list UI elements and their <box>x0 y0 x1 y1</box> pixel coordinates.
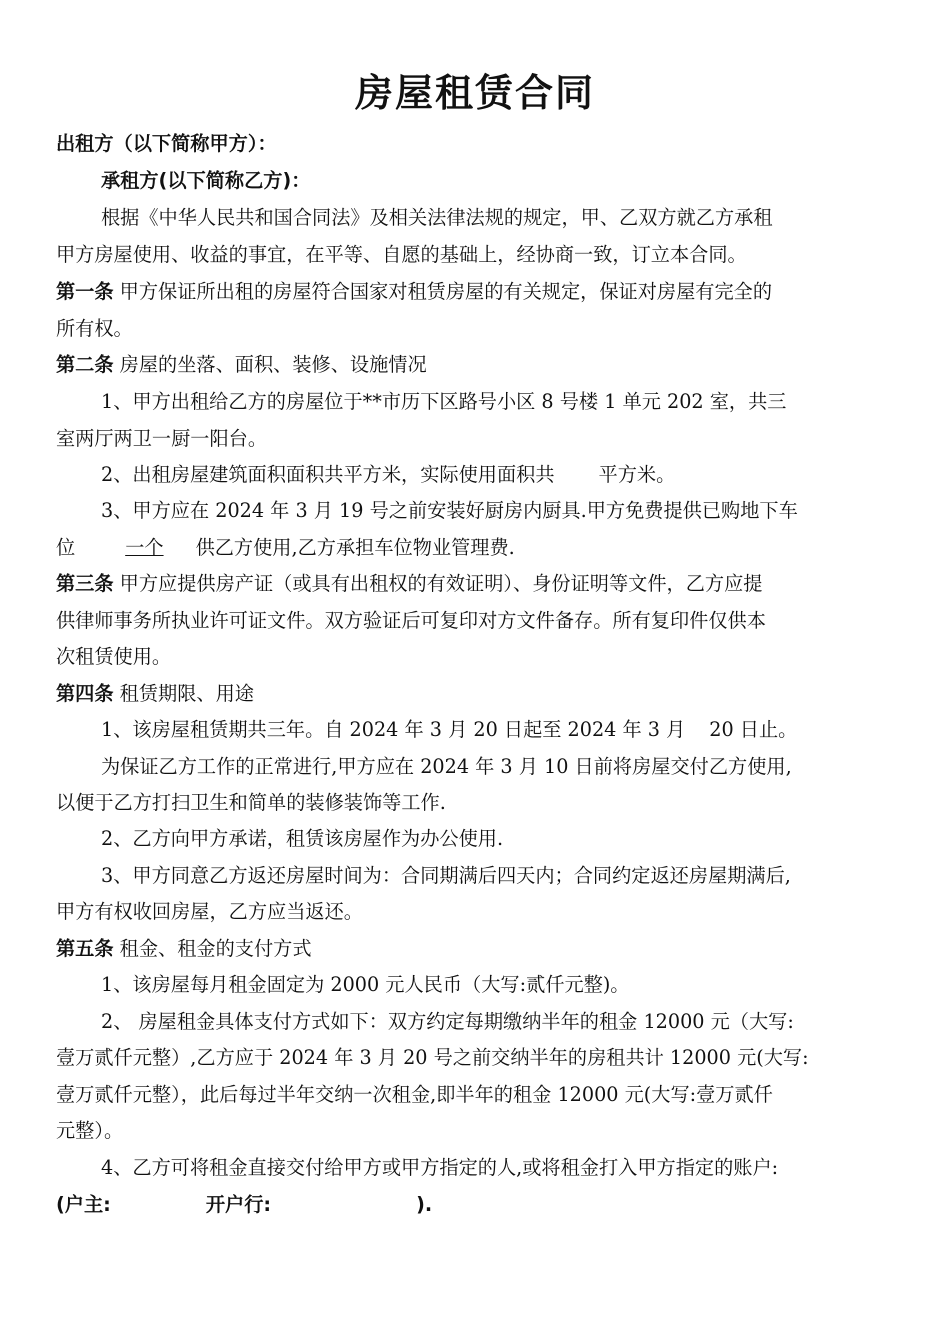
page-title: 房屋租赁合同 <box>354 71 595 115</box>
article-1-line-1 <box>56 280 772 304</box>
intro-line-1: 根据《中华人民共和国合同法》及相关法律法规的规定，甲、乙双方就乙方承租 <box>101 206 773 229</box>
article-5-item-4: 4、乙方可将租金直接交付给甲方或甲方指定的人,或将租金打入甲方指定的账户: <box>101 1156 779 1179</box>
article-5-heading: 第五条 <box>56 937 114 960</box>
article-2-item-1-line-1: 1、甲方出租给乙方的房屋位于**市历下区路号小区 8 号楼 1 单元 202 室，共三 <box>101 390 787 413</box>
article-1-line-2: 所有权。 <box>56 317 133 340</box>
article-3-text: 甲方应提供房产证（或具有出租权的有效证明）、身份证明等文件，乙方应提 <box>119 572 763 595</box>
article-2-item-3-line-2 <box>56 536 515 560</box>
account-holder-label: (户主: <box>56 1193 111 1216</box>
article-1-heading: 第一条 <box>56 280 114 303</box>
article-2-item-2-unit: 平方米。 <box>598 463 676 486</box>
article-2-item-2-text: 2、出租房屋建筑面积面积共平方米，实际使用面积共 <box>101 463 555 486</box>
lessor-line: 出租方（以下简称甲方）： <box>56 132 277 155</box>
article-3-line-3: 次租赁使用。 <box>56 645 172 668</box>
article-2-item-3-line-1: 3、甲方应在 2024 年 3 月 19 号之前安装好厨房内厨具.甲方免费提供已购地下车 <box>101 499 798 522</box>
account-info-line <box>56 1193 432 1217</box>
article-5-item-1: 1、该房屋每月租金固定为 2000 元人民币（大写:贰仟元整)。 <box>101 973 630 996</box>
article-4-item-2: 2、乙方向甲方承诺，租赁该房屋作为办公使用. <box>101 827 504 850</box>
article-2-title: 房屋的坐落、面积、装修、设施情况 <box>119 353 427 376</box>
article-4-title: 租赁期限、用途 <box>119 682 254 705</box>
parking-count-blank: 一个 <box>125 536 164 559</box>
article-2-item-2 <box>101 463 675 487</box>
article-2-item-3-prefix: 位 <box>56 536 76 559</box>
article-5-item-2-line-1: 2、 房屋租金具体支付方式如下：双方约定每期缴纳半年的租金 12000 元（大写: <box>101 1010 794 1033</box>
article-2-heading-line <box>56 353 427 377</box>
article-4-note-line-2: 以便于乙方打扫卫生和简单的装修装饰等工作. <box>56 791 446 814</box>
article-4-item-3-line-2: 甲方有权收回房屋，乙方应当返还。 <box>56 900 363 923</box>
article-3-line-1 <box>56 572 762 596</box>
article-4-heading-line <box>56 682 254 706</box>
article-5-item-2-line-3: 壹万贰仟元整），此后每过半年交纳一次租金,即半年的租金 12000 元(大写:壹万贰仟 <box>56 1083 773 1106</box>
article-2-heading: 第二条 <box>56 353 114 376</box>
account-close: ). <box>416 1193 433 1216</box>
article-2-item-1-line-2: 室两厅两卫一厨一阳台。 <box>56 427 268 450</box>
article-1-text: 甲方保证所出租的房屋符合国家对租赁房屋的有关规定，保证对房屋有完全的 <box>119 280 773 303</box>
lessee-line: 承租方(以下简称乙方)： <box>101 169 311 192</box>
article-4-item-1-end: 20 日止。 <box>709 718 798 741</box>
intro-line-2: 甲方房屋使用、收益的事宜，在平等、自愿的基础上，经协商一致，订立本合同。 <box>56 243 747 266</box>
article-5-title: 租金、租金的支付方式 <box>119 937 312 960</box>
article-3-line-2: 供律师事务所执业许可证文件。双方验证后可复印对方文件备存。所有复印件仅供本 <box>56 609 766 632</box>
bank-label: 开户行: <box>205 1193 272 1216</box>
article-4-item-1-text: 1、该房屋租赁期共三年。自 2024 年 3 月 20 日起至 2024 年 3 月 <box>101 718 686 741</box>
article-5-item-2-line-2: 壹万贰仟元整）,乙方应于 2024 年 3 月 20 号之前交纳半年的房租共计 12000 元(大写: <box>56 1046 809 1069</box>
article-5-item-2-line-4: 元整）。 <box>56 1119 124 1142</box>
article-4-item-3-line-1: 3、甲方同意乙方返还房屋时间为：合同期满后四天内；合同约定返还房屋期满后, <box>101 864 791 887</box>
article-5-heading-line <box>56 937 312 961</box>
article-4-item-1 <box>101 718 797 742</box>
article-2-item-3-suffix: 供乙方使用,乙方承担车位物业管理费. <box>195 536 515 559</box>
article-3-heading: 第三条 <box>56 572 114 595</box>
article-4-note-line-1: 为保证乙方工作的正常进行,甲方应在 2024 年 3 月 10 日前将房屋交付乙方使用, <box>101 755 792 778</box>
article-4-heading: 第四条 <box>56 682 114 705</box>
